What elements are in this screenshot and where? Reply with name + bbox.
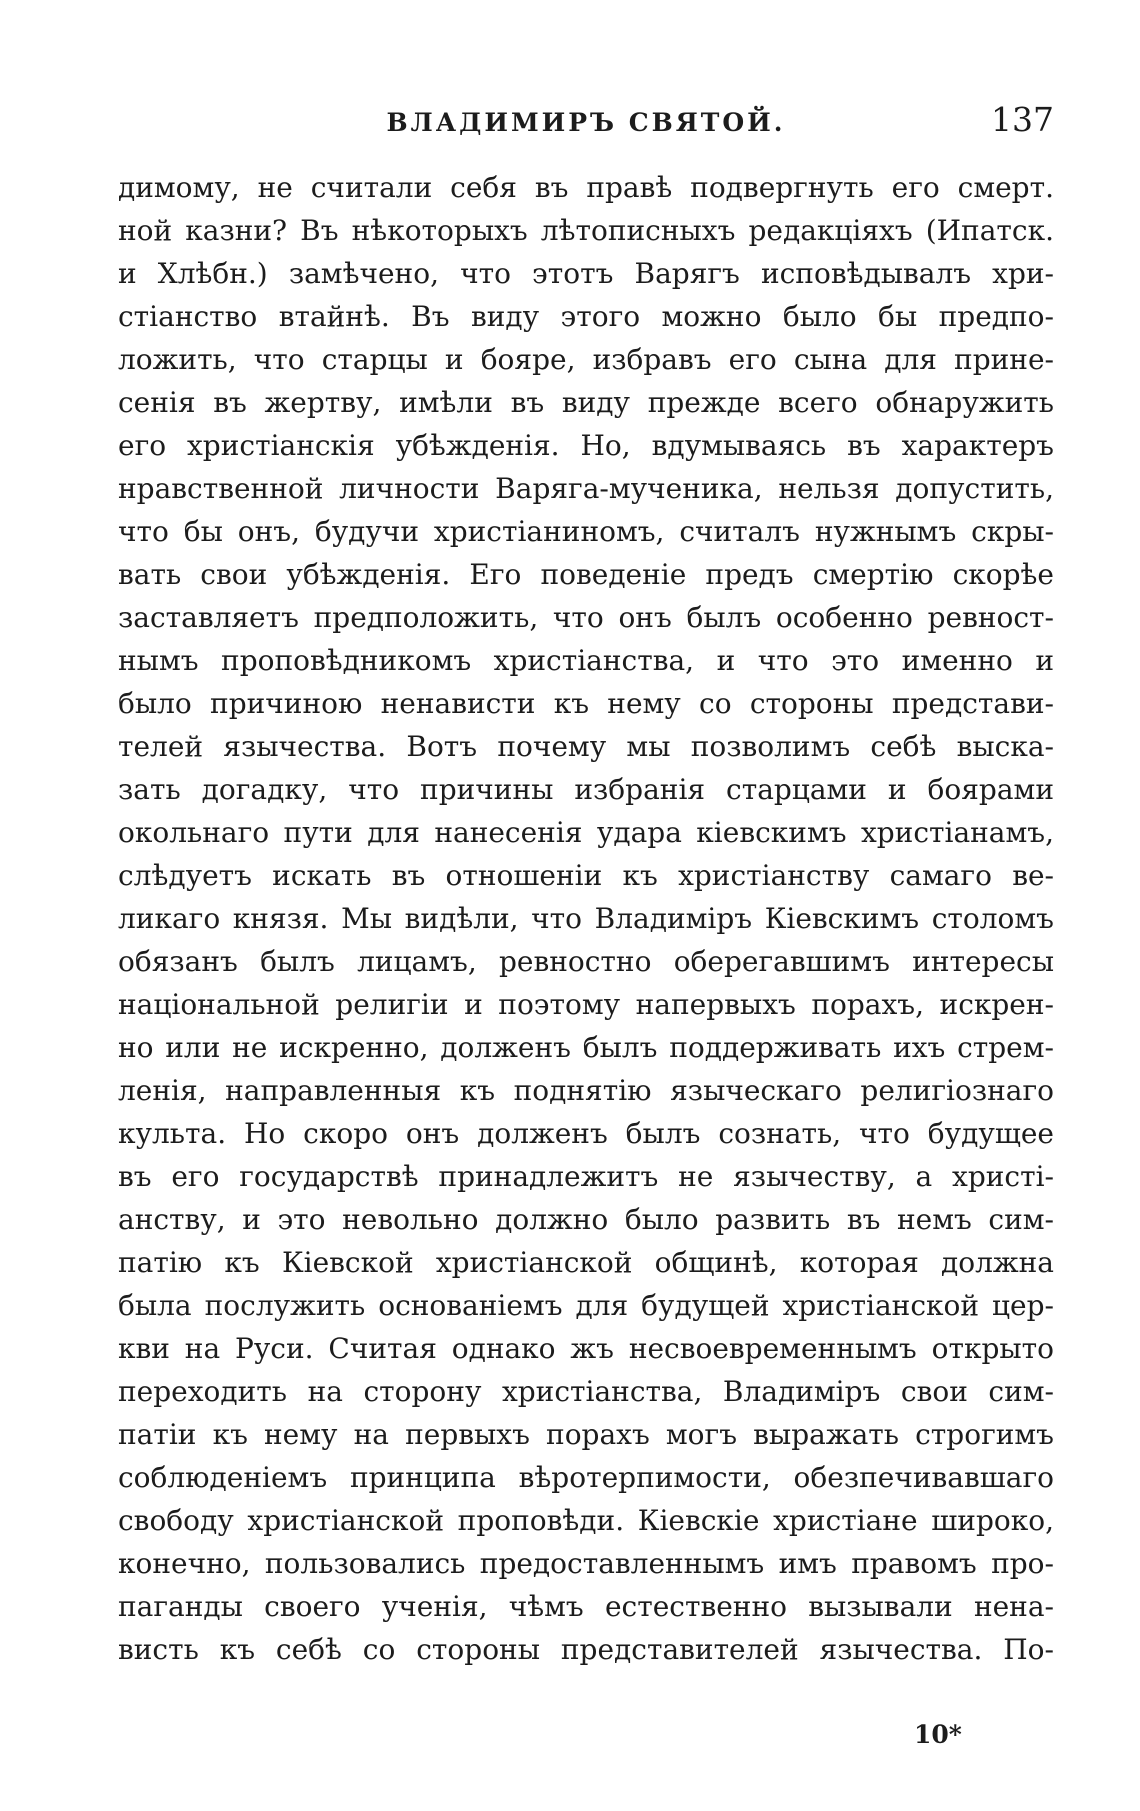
text-line: нравственной личности Варяга-мученика, нельзя допустить, [118,472,1054,505]
signature-mark: 10* [914,1720,962,1749]
text-line: свободу христіанской проповѣди. Кіевскіе христіане широко, [118,1504,1054,1537]
text-line: слѣдуетъ искать въ отношеніи къ христіанству самаго ве- [118,859,1054,892]
text-line: въ его государствѣ принадлежитъ не язычеству, а христі- [118,1160,1054,1193]
body-text [118,166,1054,1671]
text-line: телей язычества. Вотъ почему мы позволимъ себѣ выска- [118,730,1054,763]
text-line: окольнаго пути для нанесенія удара кіевскимъ христіанамъ, [118,816,1054,849]
text-line: патію къ Кіевской христіанской общинѣ, которая должна [118,1246,1054,1279]
text-line: и Хлѣбн.) замѣчено, что этотъ Варягъ исповѣдывалъ хри- [118,257,1054,290]
running-title: ВЛАДИМИРЪ СВЯТОЙ. [386,108,786,137]
text-line: нымъ проповѣдникомъ христіанства, и что это именно и [118,644,1054,677]
book-page [118,0,1054,1811]
text-line: что бы онъ, будучи христіаниномъ, считалъ нужнымъ скры- [118,515,1054,548]
text-line: сенія въ жертву, имѣли въ виду прежде всего обнаружить [118,386,1054,419]
text-line: анству, и это невольно должно было развить въ немъ сим- [118,1203,1054,1236]
text-line: переходить на сторону христіанства, Владиміръ свои сим- [118,1375,1054,1408]
page-number: 137 [991,100,1054,139]
text-line: ленія, направленныя къ поднятію языческаго религіознаго [118,1074,1054,1107]
text-line: соблюденіемъ принципа вѣротерпимости, обезпечивавшаго [118,1461,1054,1494]
text-line: было причиною ненависти къ нему со стороны представи- [118,687,1054,720]
text-line: патіи къ нему на первыхъ порахъ могъ выражать строгимъ [118,1418,1054,1451]
text-line: была послужить основаніемъ для будущей христіанской цер- [118,1289,1054,1322]
text-line: обязанъ былъ лицамъ, ревностно оберегавшимъ интересы [118,945,1054,978]
text-line: культа. Но скоро онъ долженъ былъ сознать, что будущее [118,1117,1054,1150]
text-line: висть къ себѣ со стороны представителей язычества. По- [118,1633,1054,1666]
text-line: ликаго князя. Мы видѣли, что Владиміръ Кіевскимъ столомъ [118,902,1054,935]
text-line: его христіанскія убѣжденія. Но, вдумываясь въ характеръ [118,429,1054,462]
text-line: кви на Руси. Считая однако жъ несвоевременнымъ открыто [118,1332,1054,1365]
text-line: вать свои убѣжденія. Его поведеніе предъ смертію скорѣе [118,558,1054,591]
text-line: заставляетъ предположить, что онъ былъ особенно ревност- [118,601,1054,634]
text-line: но или не искренно, долженъ былъ поддерживать ихъ стрем- [118,1031,1054,1064]
text-line: ложить, что старцы и бояре, избравъ его сына для прине- [118,343,1054,376]
text-line: стіанство втайнѣ. Въ виду этого можно было бы предпо- [118,300,1054,333]
text-line: димому, не считали себя въ правѣ подвергнуть его смерт. [118,171,1054,204]
text-line: ной казни? Въ нѣкоторыхъ лѣтописныхъ редакціяхъ (Ипатск. [118,214,1054,247]
running-head [118,100,1054,140]
text-line: конечно, пользовались предоставленнымъ имъ правомъ про- [118,1547,1054,1580]
text-line: національной религіи и поэтому напервыхъ порахъ, искрен- [118,988,1054,1021]
text-line: зать догадку, что причины избранія старцами и боярами [118,773,1054,806]
text-line: паганды своего ученія, чѣмъ естественно вызывали нена- [118,1590,1054,1623]
